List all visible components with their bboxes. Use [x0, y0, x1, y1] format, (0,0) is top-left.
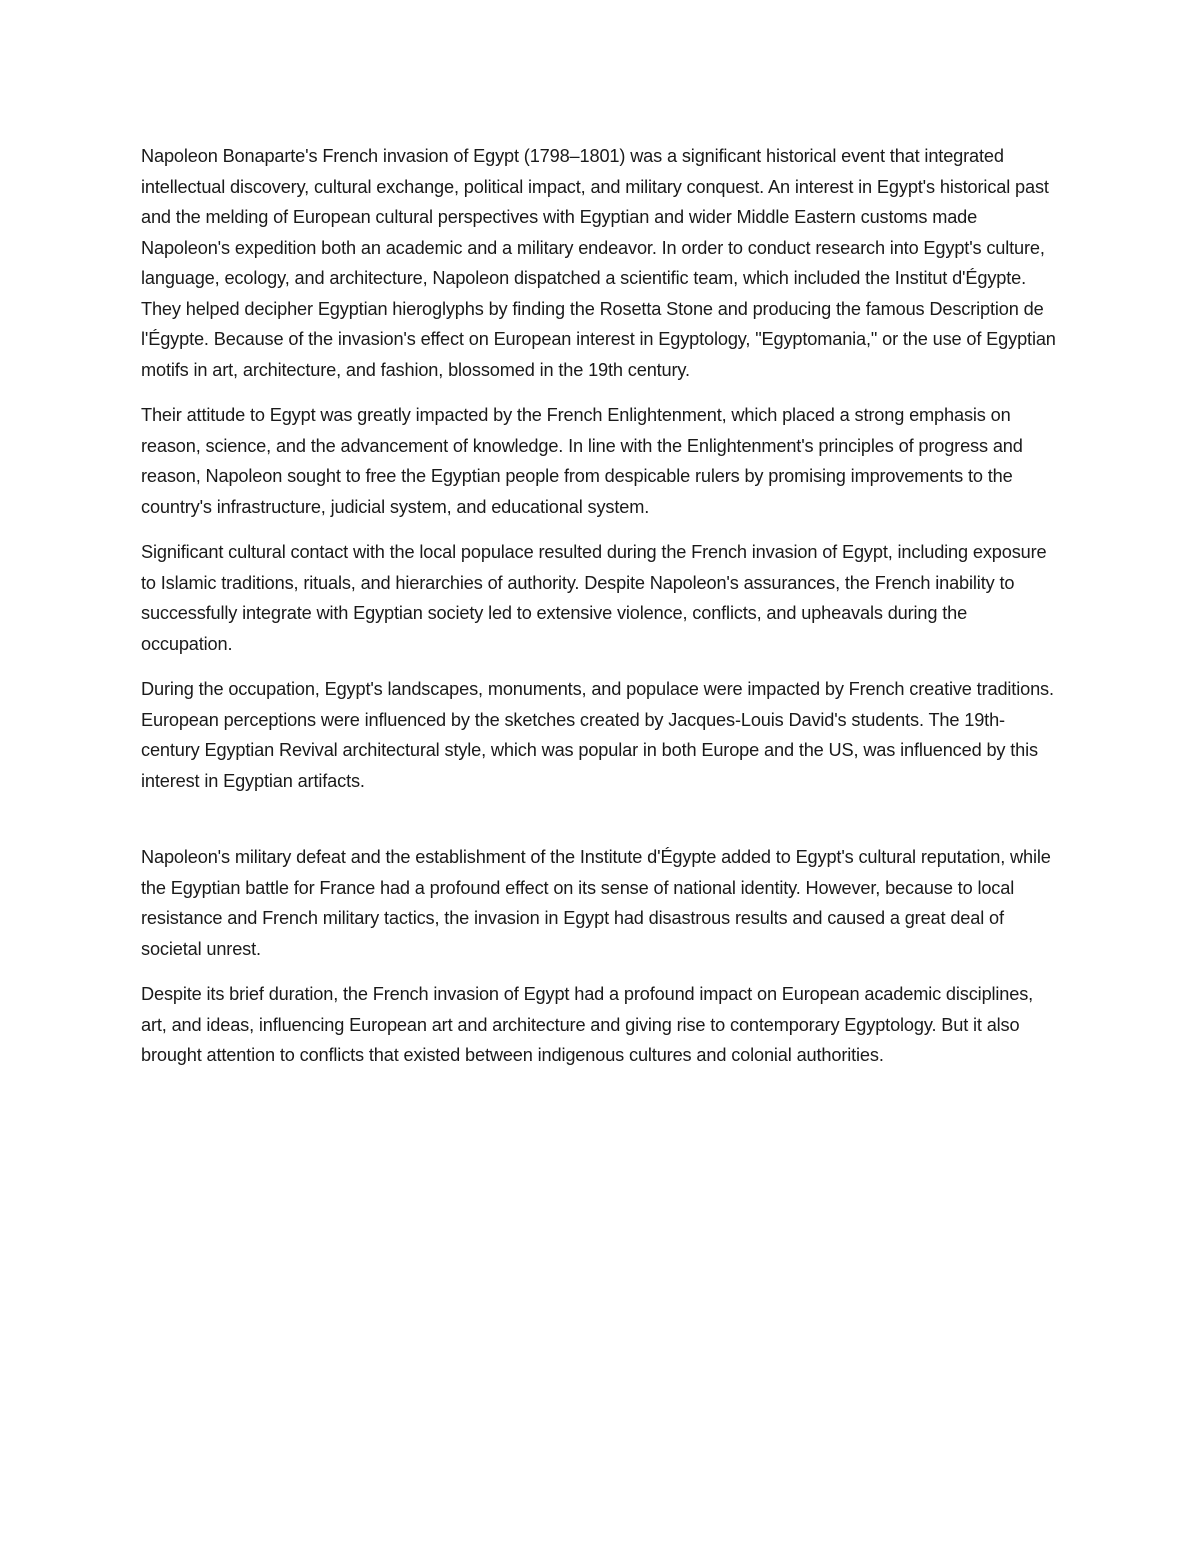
paragraph-creative-traditions: During the occupation, Egypt's landscapes, monuments, and populace were impacted by French creative traditions. European perceptions were influenced by the sketches created by Jacques-Louis David's students. The 19th-century Egyptian Revival architectural style, which was popular in both Europe and the US, was influenced by this interest in Egyptian artifacts.: [141, 679, 1054, 791]
paragraph-enlightenment: Their attitude to Egypt was greatly impacted by the French Enlightenment, which placed a strong emphasis on reason, science, and the advancement of knowledge. In line with the Enlightenment's principles of progress and reason, Napoleon sought to free the Egyptian people from despicable rulers by promising improvements to the country's infrastructure, judicial system, and educational system.: [141, 405, 1023, 517]
paragraph-military-defeat: Napoleon's military defeat and the establishment of the Institute d'Égypte added to Egypt's cultural reputation, while the Egyptian battle for France had a profound effect on its sense of national identity. However, because to local resistance and French military tactics, the invasion in Egypt had disastrous results and caused a great deal of societal unrest.: [141, 847, 1051, 959]
paragraph-cultural-contact: Significant cultural contact with the local populace resulted during the French invasion of Egypt, including exposure to Islamic traditions, rituals, and hierarchies of authority. Despite Napoleon's assurances, the French inability to successfully integrate with Egyptian society led to extensive violence, conflicts, and upheavals during the occupation.: [141, 542, 1047, 654]
document-body: [141, 141, 1061, 1086]
paragraph-conclusion: Despite its brief duration, the French invasion of Egypt had a profound impact on European academic disciplines, art, and ideas, influencing European art and architecture and giving rise to contemporary Egyptology. But it also brought attention to conflicts that existed between indigenous cultures and colonial authorities.: [141, 984, 1034, 1065]
paragraph-napoleon-invasion: Napoleon Bonaparte's French invasion of Egypt (1798–1801) was a significant historical event that integrated intellectual discovery, cultural exchange, political impact, and military conquest. An interest in Egypt's historical past and the melding of European cultural perspectives with Egyptian and wider Middle Eastern customs made Napoleon's expedition both an academic and a military endeavor. In order to conduct research into Egypt's culture, language, ecology, and architecture, Napoleon dispatched a scientific team, which included the Institut d'Égypte. They helped decipher Egyptian hieroglyphs by finding the Rosetta Stone and producing the famous Description de l'Égypte. Because of the invasion's effect on European interest in Egyptology, "Egyptomania," or the use of Egyptian motifs in art, architecture, and fashion, blossomed in the 19th century.: [141, 146, 1056, 380]
